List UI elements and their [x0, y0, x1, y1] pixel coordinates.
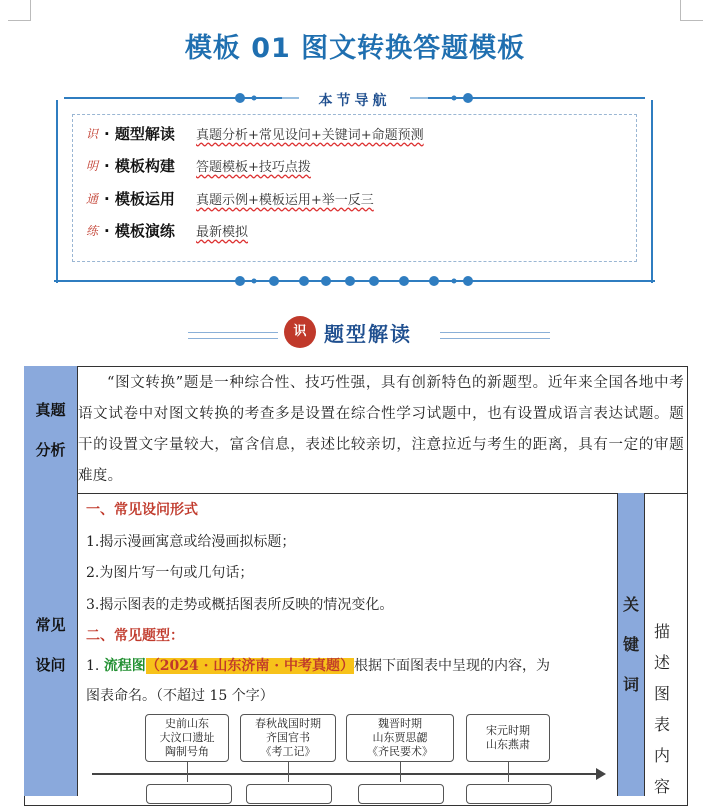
subheading-forms: 一、常见设问形式	[86, 502, 198, 518]
subheading-types: 二、常见题型：	[86, 628, 184, 644]
vertical-char: 词	[622, 674, 639, 694]
timeline-box	[240, 714, 336, 762]
question-form-2: 2.为图片写一句或几句话；	[86, 565, 254, 581]
nav-item-desc: 最新模拟	[196, 224, 249, 240]
example-line-2: 图表命名。（不超过 15 个字）	[86, 688, 274, 704]
timeline-connector	[288, 762, 289, 782]
nav-item-desc: 答题模板+技巧点拨	[196, 159, 311, 175]
section-title: 题型解读	[324, 322, 412, 346]
timeline-box-line: 齐国官书	[266, 731, 310, 744]
page-title: 模板 01 图文转换答题模板	[184, 33, 526, 64]
vertical-char: 图	[653, 684, 670, 703]
nav-badge: 通	[86, 191, 99, 206]
common-questions-header: 常见设问	[24, 493, 78, 796]
timeline-box-lower	[466, 784, 552, 804]
timeline-box	[145, 714, 229, 762]
timeline-box-line: 《考工记》	[260, 745, 316, 758]
example-source: （2024 · 山东济南 · 中考真题）	[145, 658, 355, 674]
keyword-text	[648, 616, 676, 802]
timeline-connector	[508, 762, 509, 782]
vertical-char: 描	[653, 622, 670, 641]
timeline-box-line: 《齐民要术》	[367, 745, 433, 758]
nav-item-label: · 模板构建	[104, 156, 175, 175]
vertical-char: 述	[653, 653, 670, 672]
timeline-box-line: 山东贾思勰	[372, 731, 428, 744]
page-corner-mark	[8, 0, 31, 21]
timeline-box-line: 大汶口遗址	[159, 731, 215, 744]
example-text: 根据下面图表中呈现的内容，为	[354, 658, 551, 674]
timeline-connector	[187, 762, 188, 782]
nav-item-label: · 模板演练	[104, 221, 175, 240]
timeline-box-line: 陶制号角	[165, 745, 209, 758]
nav-item-label: · 模板运用	[104, 189, 175, 208]
section-rule-right	[440, 332, 550, 339]
vertical-char: 容	[653, 777, 670, 796]
nav-badge: 明	[86, 158, 99, 173]
nav-footer-ornament	[54, 272, 655, 292]
nav-item-yunyong[interactable]	[86, 187, 374, 209]
timeline-box-line: 史前山东	[165, 717, 209, 730]
timeline-box	[466, 714, 550, 762]
timeline-box-lower	[146, 784, 232, 804]
example-type: 流程图	[103, 658, 146, 674]
page-corner-mark	[680, 0, 703, 21]
vertical-char: 关	[622, 594, 639, 614]
vertical-char: 表	[653, 715, 670, 734]
nav-item-label: · 题型解读	[104, 124, 175, 143]
section-heading	[0, 314, 710, 354]
nav-item-yanlian[interactable]	[86, 219, 249, 241]
vertical-char: 内	[653, 746, 670, 765]
nav-badge: 识	[86, 126, 99, 141]
timeline-box-line: 山东燕肃	[486, 738, 530, 751]
section-rule-left	[188, 332, 278, 339]
example-number: 1.	[86, 658, 100, 674]
timeline-box-lower	[358, 784, 444, 804]
nav-item-desc: 真题分析+常见设问+关键词+命题预测	[196, 127, 424, 143]
timeline-box-line: 魏晋时期	[378, 717, 422, 730]
timeline-box-lower	[246, 784, 332, 804]
timeline-box-line: 宋元时期	[486, 724, 530, 737]
nav-item-desc: 真题示例+模板运用+举一反三	[196, 192, 374, 208]
nav-title: 本节导航	[318, 93, 391, 109]
nav-badge: 练	[86, 223, 99, 238]
nav-item-goujian[interactable]	[86, 154, 311, 176]
timeline-box	[346, 714, 454, 762]
nav-item-jiedu[interactable]	[86, 122, 424, 144]
example-line-1	[86, 655, 550, 675]
keyword-header	[617, 493, 645, 796]
analysis-text: “图文转换”题是一种综合性、技巧性强，具有创新特色的新题型。近年来全国各地中考语文试卷中对图文转换的考查多是设置在综合性学习试题中，也有设置成语言表达试题。题干的设置文字量较大，富含信息，表述比较亲切，注意拉近与考生的距离，具有一定的审题难度。	[78, 375, 684, 484]
timeline-arrow-icon	[596, 768, 606, 780]
row-divider	[24, 493, 688, 494]
vertical-char: 键	[622, 634, 639, 654]
keyword-char	[623, 585, 639, 705]
timeline-connector	[400, 762, 401, 782]
timeline-box-line: 春秋战国时期	[255, 717, 321, 730]
timeline-axis	[92, 773, 598, 775]
question-form-3: 3.揭示图表的走势或概括图表所反映的情况变化。	[86, 597, 394, 613]
section-seal-icon: 识	[284, 316, 316, 348]
analysis-header: 真题分析	[24, 366, 78, 493]
question-form-1: 1.揭示漫画寓意或给漫画拟标题；	[86, 534, 296, 550]
